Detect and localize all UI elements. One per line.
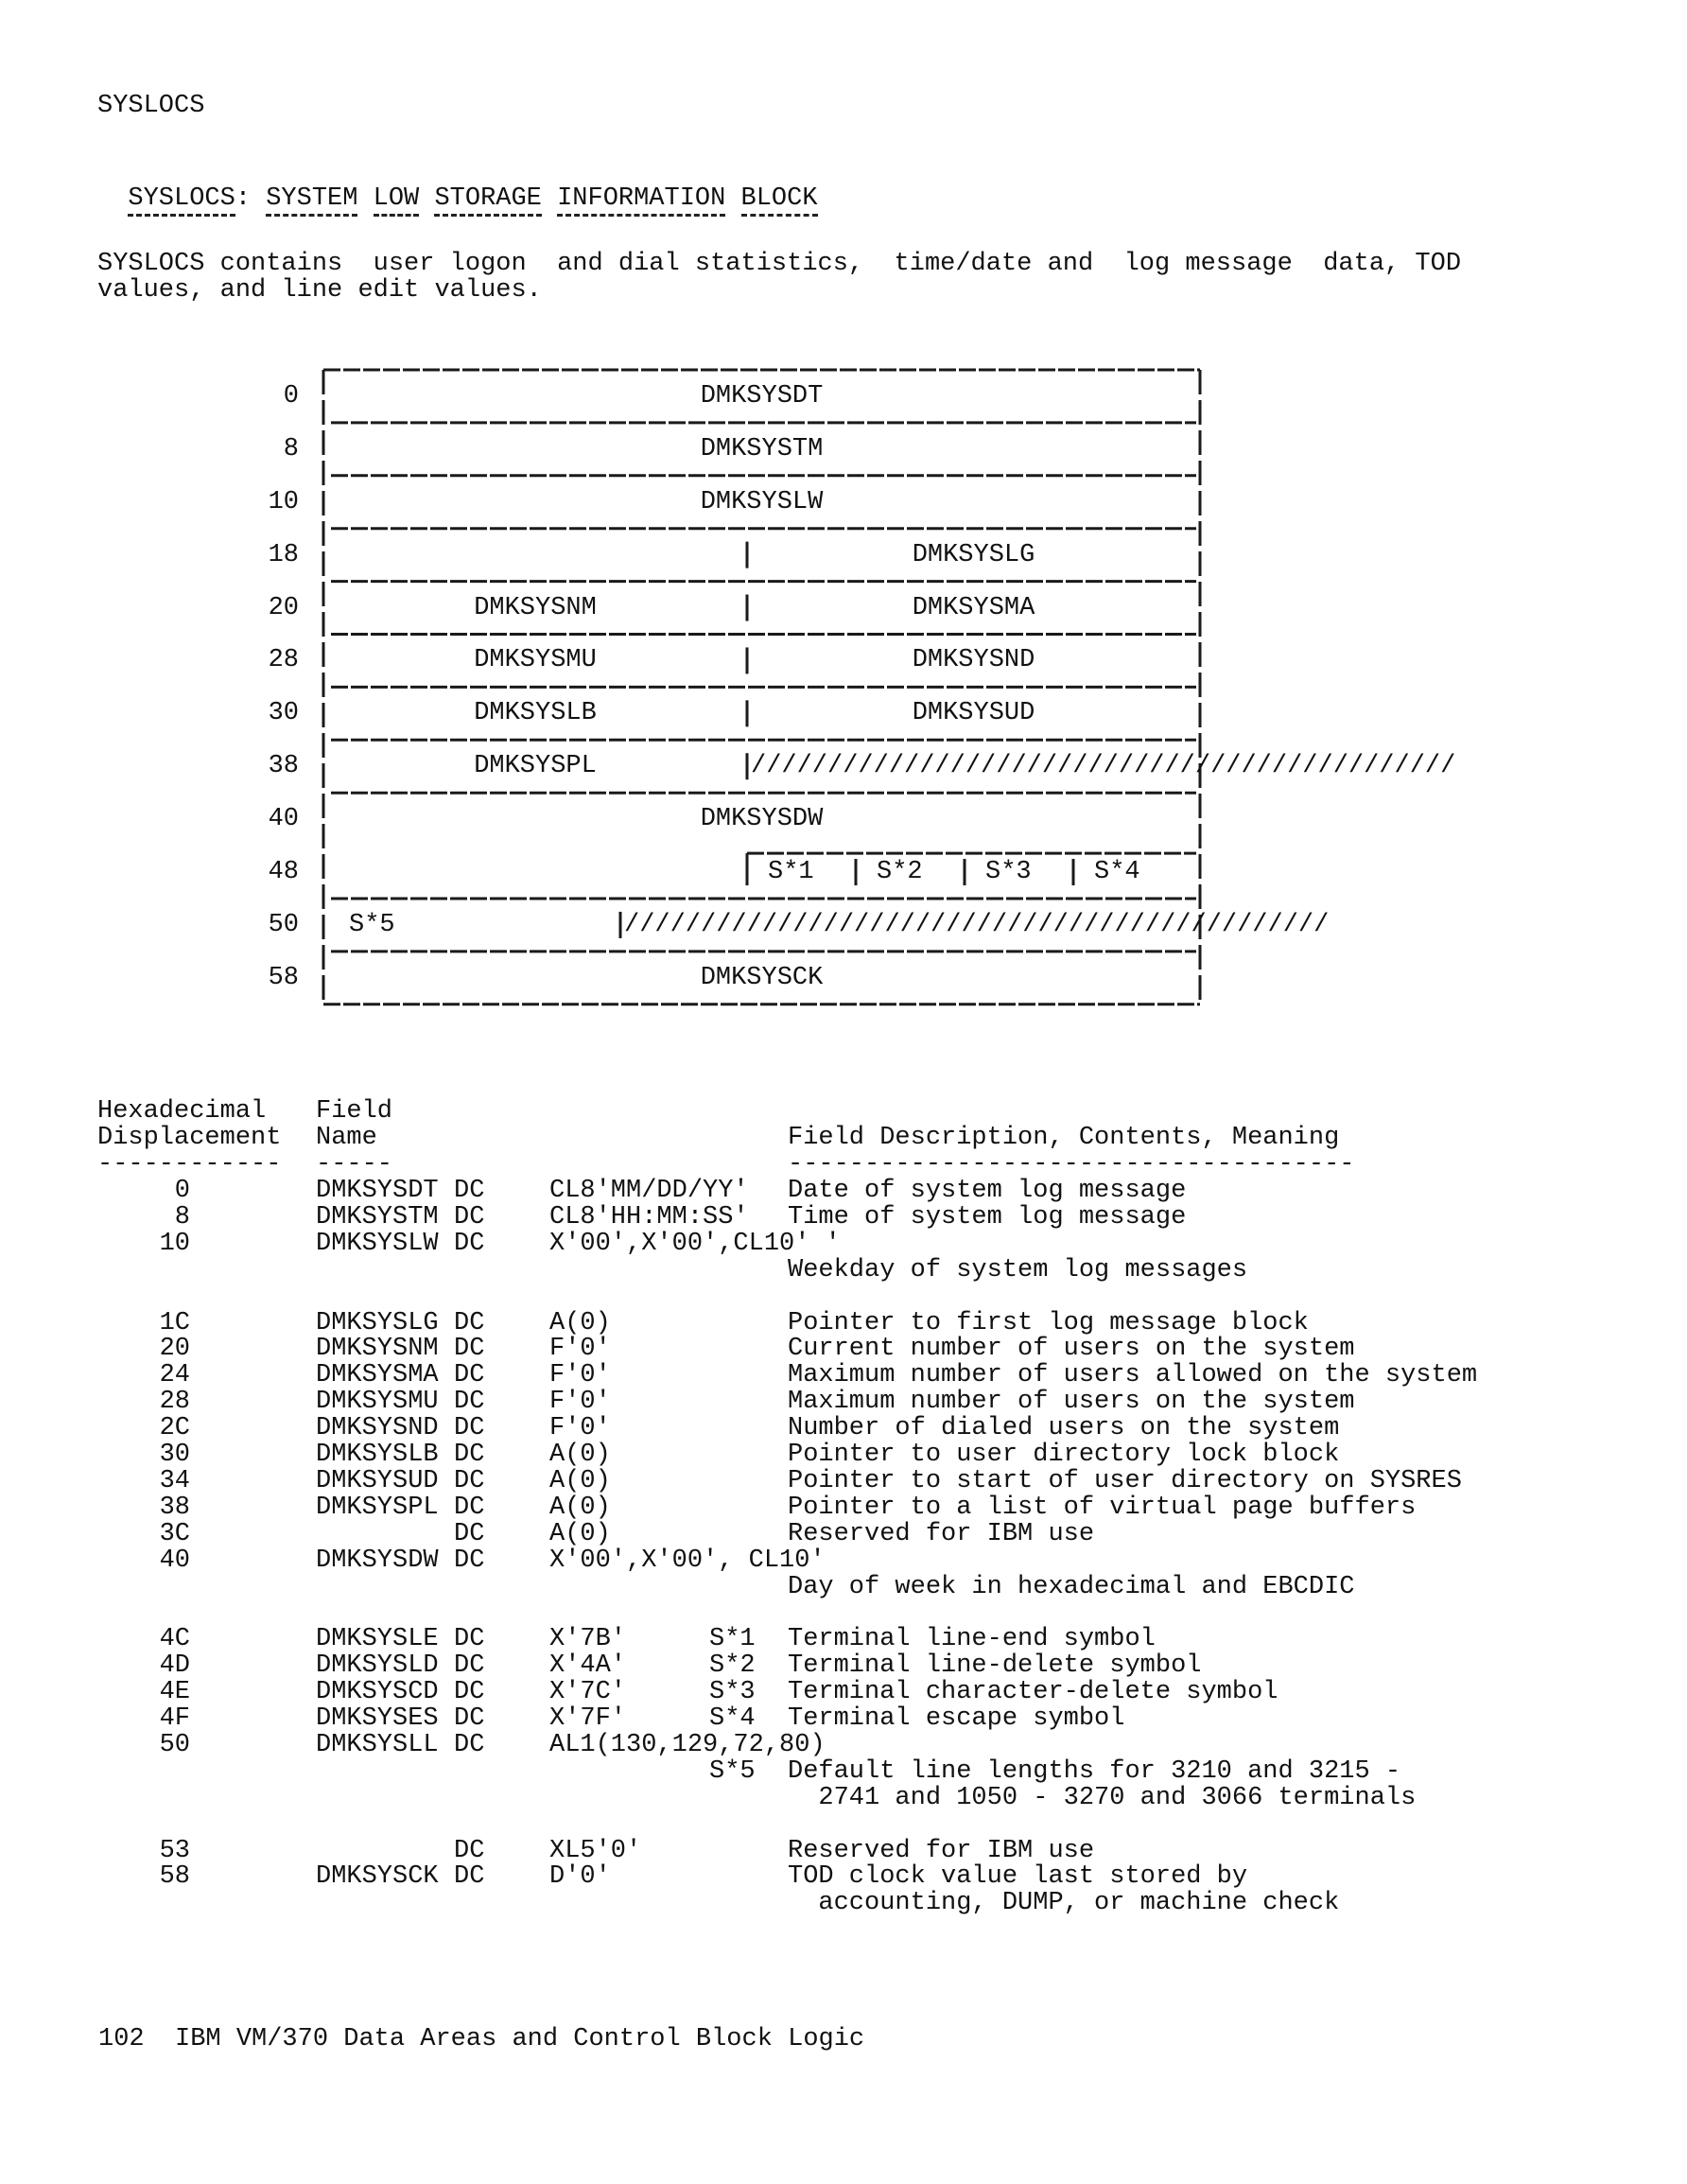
cell-displacement: 4D — [159, 1651, 190, 1681]
cell-field-name: DMKSYSLW — [316, 1229, 439, 1258]
field-cell: DMKSYSMU — [474, 646, 597, 675]
table-row — [0, 1389, 1687, 1415]
cell-value: A(0) — [549, 1519, 611, 1548]
cell-field-name: DMKSYSLE — [316, 1625, 439, 1654]
offset-label: 28 — [268, 646, 299, 675]
title-word: INFORMATION — [557, 184, 725, 217]
cell-dc: DC — [454, 1836, 485, 1865]
field-cell: DMKSYSND — [912, 646, 1035, 675]
table-row — [0, 1785, 1687, 1811]
page-title — [97, 159, 818, 212]
cell-value: A(0) — [549, 1441, 611, 1469]
cell-description: Maximum number of users allowed on the system — [788, 1361, 1478, 1390]
cell-description: Reserved for IBM use — [788, 1519, 1095, 1548]
cell-displacement: 4F — [159, 1704, 190, 1733]
cell-dc: DC — [454, 1466, 485, 1495]
table-row — [0, 1679, 1687, 1705]
cell-field-name: DMKSYSTM — [316, 1202, 439, 1232]
cell-dc: DC — [454, 1361, 485, 1390]
cell-dc: DC — [454, 1335, 485, 1364]
cell-displacement: 3C — [159, 1519, 190, 1548]
cell-field-name: DMKSYSLB — [316, 1441, 439, 1469]
field-cell: DMKSYSTM — [700, 434, 824, 463]
cell-symbol-ref: S*1 — [709, 1625, 756, 1654]
cell-description: Terminal character-delete symbol — [788, 1678, 1278, 1707]
cell-dc: DC — [454, 1441, 485, 1469]
cell-dc: DC — [454, 1678, 485, 1707]
cell-description: 2741 and 1050 - 3270 and 3066 terminals — [788, 1783, 1417, 1812]
cell-description: Current number of users on the system — [788, 1335, 1355, 1364]
header-description: ------------------------------------- — [788, 1149, 1355, 1179]
cell-description: Number of dialed users on the system — [788, 1414, 1340, 1443]
cell-dc: DC — [454, 1862, 485, 1892]
cell-field-name: DMKSYSND — [316, 1414, 439, 1443]
cell-field-name: DMKSYSCK — [316, 1862, 439, 1892]
cell-description: Terminal escape symbol — [788, 1704, 1125, 1733]
cell-value: CL8'HH:MM:SS' — [549, 1202, 749, 1232]
cell-description: Time of system log message — [788, 1202, 1187, 1232]
title-word: SYSLOCS — [128, 184, 235, 217]
table-row — [0, 1204, 1687, 1231]
byte-cell: S*2 — [877, 858, 923, 887]
cell-description: accounting, DUMP, or machine check — [788, 1889, 1340, 1918]
cell-dc: DC — [454, 1704, 485, 1733]
header-field-name: ----- — [316, 1149, 393, 1179]
cell-dc: DC — [454, 1519, 485, 1548]
cell-description: Pointer to a list of virtual page buffers — [788, 1493, 1417, 1522]
cell-dc: DC — [454, 1308, 485, 1337]
cell-field-name: DMKSYSLD — [316, 1651, 439, 1681]
cell-value: X'00',X'00', CL10' — [549, 1546, 826, 1575]
cell-field-name: DMKSYSDT — [316, 1177, 439, 1205]
cell-displacement: 10 — [159, 1229, 190, 1258]
cell-dc: DC — [454, 1493, 485, 1522]
cell-dc: DC — [454, 1388, 485, 1417]
cell-displacement: 20 — [159, 1335, 190, 1364]
table-row — [0, 1890, 1687, 1916]
cell-field-name: DMKSYSLG — [316, 1308, 439, 1337]
offset-label: 50 — [268, 910, 299, 939]
cell-dc: DC — [454, 1177, 485, 1205]
table-row — [0, 1521, 1687, 1547]
cell-value: XL5'0' — [549, 1836, 642, 1865]
header-displacement: Displacement — [97, 1123, 282, 1152]
title-sep — [357, 184, 373, 213]
reserved-hatch: ////////////////////////////////////////////// — [624, 910, 1330, 939]
table-row — [0, 1705, 1687, 1732]
table-row — [0, 1574, 1687, 1600]
cell-value: A(0) — [549, 1493, 611, 1522]
cell-displacement: 34 — [159, 1466, 190, 1495]
cell-dc: DC — [454, 1414, 485, 1443]
cell-value: X'7B' — [549, 1625, 627, 1654]
offset-label: 8 — [283, 434, 299, 463]
cell-field-name: DMKSYSDW — [316, 1546, 439, 1575]
cell-displacement: 58 — [159, 1862, 190, 1892]
table-row — [0, 1362, 1687, 1389]
cell-value: CL8'MM/DD/YY' — [549, 1177, 749, 1205]
offset-label: 20 — [268, 593, 299, 622]
field-cell: DMKSYSCK — [700, 963, 824, 992]
title-word: STORAGE — [434, 184, 541, 217]
cell-symbol-ref: S*4 — [709, 1704, 756, 1733]
title-sep — [725, 184, 740, 213]
cell-value: F'0' — [549, 1335, 611, 1364]
field-cell: S*5 — [349, 910, 395, 939]
title-sep — [542, 184, 557, 213]
offset-label: 30 — [268, 699, 299, 728]
cell-dc: DC — [454, 1202, 485, 1232]
cell-field-name: DMKSYSLL — [316, 1730, 439, 1759]
cell-description: Weekday of system log messages — [788, 1255, 1248, 1284]
cell-value: F'0' — [549, 1361, 611, 1390]
cell-field-name: DMKSYSMU — [316, 1388, 439, 1417]
cell-value: AL1(130,129,72,80) — [549, 1730, 826, 1759]
title-word: SYSTEM — [266, 184, 357, 217]
table-row — [0, 1494, 1687, 1521]
cell-displacement: 53 — [159, 1836, 190, 1865]
cell-displacement: 4C — [159, 1625, 190, 1654]
cell-value: A(0) — [549, 1308, 611, 1337]
offset-label: 0 — [283, 381, 299, 411]
table-row — [0, 1257, 1687, 1284]
cell-dc: DC — [454, 1625, 485, 1654]
header-field-name: Name — [316, 1123, 377, 1152]
field-cell: DMKSYSDT — [700, 381, 824, 411]
cell-description: Day of week in hexadecimal and EBCDIC — [788, 1572, 1355, 1601]
cell-symbol-ref: S*2 — [709, 1651, 756, 1681]
header-displacement: Hexadecimal — [97, 1097, 267, 1126]
table-row — [0, 1415, 1687, 1441]
table-row — [0, 1863, 1687, 1890]
intro-line-2: values, and line edit values. — [97, 276, 542, 305]
running-header: SYSLOCS — [97, 92, 205, 120]
cell-displacement: 2C — [159, 1414, 190, 1443]
cell-displacement: 8 — [174, 1202, 190, 1232]
title-sep — [419, 184, 434, 213]
title-word: LOW — [374, 184, 420, 217]
cell-field-name: DMKSYSUD — [316, 1466, 439, 1495]
byte-cell: S*4 — [1094, 858, 1140, 887]
table-header-row — [0, 1098, 1687, 1125]
table-row — [0, 1468, 1687, 1494]
offset-label: 58 — [268, 963, 299, 992]
cell-displacement: 24 — [159, 1361, 190, 1390]
table-row — [0, 1626, 1687, 1652]
offset-label: 38 — [268, 752, 299, 781]
offset-label: 18 — [268, 540, 299, 569]
title-sep: : — [235, 184, 267, 213]
offset-label: 40 — [268, 805, 299, 834]
field-cell: DMKSYSLB — [474, 699, 597, 728]
cell-displacement: 0 — [174, 1177, 190, 1205]
field-cell: DMKSYSUD — [912, 699, 1035, 728]
table-header-row — [0, 1125, 1687, 1151]
intro-line-1: SYSLOCS contains user logon and dial statistics, time/date and log message data, TOD — [97, 250, 1462, 278]
header-displacement: ------------ — [97, 1149, 282, 1179]
cell-value: X'00',X'00',CL10' ' — [549, 1229, 841, 1258]
table-row — [0, 1732, 1687, 1758]
cell-field-name: DMKSYSES — [316, 1704, 439, 1733]
field-cell: DMKSYSLW — [700, 487, 824, 516]
field-cell: DMKSYSNM — [474, 593, 597, 622]
table-row — [0, 1178, 1687, 1204]
cell-description: Pointer to first log message block — [788, 1308, 1309, 1337]
byte-cell: S*1 — [768, 858, 814, 887]
offset-label: 10 — [268, 487, 299, 516]
page-footer: 102 IBM VM/370 Data Areas and Control Block Logic — [98, 2025, 865, 2053]
cell-description: TOD clock value last stored by — [788, 1862, 1248, 1892]
cell-dc: DC — [454, 1651, 485, 1681]
cell-displacement: 30 — [159, 1441, 190, 1469]
offset-label: 48 — [268, 858, 299, 887]
table-row — [0, 1547, 1687, 1574]
cell-value: X'4A' — [549, 1651, 627, 1681]
field-cell: DMKSYSLG — [912, 540, 1035, 569]
cell-description: Terminal line-end symbol — [788, 1625, 1156, 1654]
table-row — [0, 1310, 1687, 1337]
cell-description: Reserved for IBM use — [788, 1836, 1095, 1865]
header-field-name: Field — [316, 1097, 393, 1126]
field-cell: DMKSYSMA — [912, 593, 1035, 622]
table-row — [0, 1758, 1687, 1785]
cell-displacement: 1C — [159, 1308, 190, 1337]
cell-value: X'7C' — [549, 1678, 627, 1707]
table-header-row — [0, 1151, 1687, 1178]
cell-value: X'7F' — [549, 1704, 627, 1733]
byte-cell: S*3 — [985, 858, 1032, 887]
field-cell: DMKSYSPL — [474, 752, 597, 781]
cell-description: Default line lengths for 3210 and 3215 - — [788, 1756, 1401, 1786]
cell-field-name: DMKSYSCD — [316, 1678, 439, 1707]
table-row — [0, 1838, 1687, 1864]
cell-displacement: 28 — [159, 1388, 190, 1417]
cell-description: Pointer to user directory lock block — [788, 1441, 1340, 1469]
table-row — [0, 1336, 1687, 1362]
table-row — [0, 1652, 1687, 1679]
cell-dc: DC — [454, 1546, 485, 1575]
cell-value: A(0) — [549, 1466, 611, 1495]
cell-description: Terminal line-delete symbol — [788, 1651, 1202, 1681]
cell-symbol-ref: S*5 — [709, 1756, 756, 1786]
table-row — [0, 1441, 1687, 1468]
cell-dc: DC — [454, 1730, 485, 1759]
cell-displacement: 50 — [159, 1730, 190, 1759]
cell-value: F'0' — [549, 1388, 611, 1417]
title-word: BLOCK — [741, 184, 818, 217]
cell-description: Maximum number of users on the system — [788, 1388, 1355, 1417]
cell-dc: DC — [454, 1229, 485, 1258]
cell-description: Pointer to start of user directory on SYSRES — [788, 1466, 1462, 1495]
cell-description: Date of system log message — [788, 1177, 1187, 1205]
header-description: Field Description, Contents, Meaning — [788, 1123, 1340, 1152]
cell-displacement: 38 — [159, 1493, 190, 1522]
cell-field-name: DMKSYSMA — [316, 1361, 439, 1390]
cell-value: D'0' — [549, 1862, 611, 1892]
cell-symbol-ref: S*3 — [709, 1678, 756, 1707]
cell-value: F'0' — [549, 1414, 611, 1443]
reserved-hatch: ////////////////////////////////////////////// — [751, 752, 1456, 781]
cell-displacement: 4E — [159, 1678, 190, 1707]
table-row — [0, 1231, 1687, 1257]
cell-field-name: DMKSYSPL — [316, 1493, 439, 1522]
cell-field-name: DMKSYSNM — [316, 1335, 439, 1364]
field-cell: DMKSYSDW — [700, 805, 824, 834]
cell-displacement: 40 — [159, 1546, 190, 1575]
